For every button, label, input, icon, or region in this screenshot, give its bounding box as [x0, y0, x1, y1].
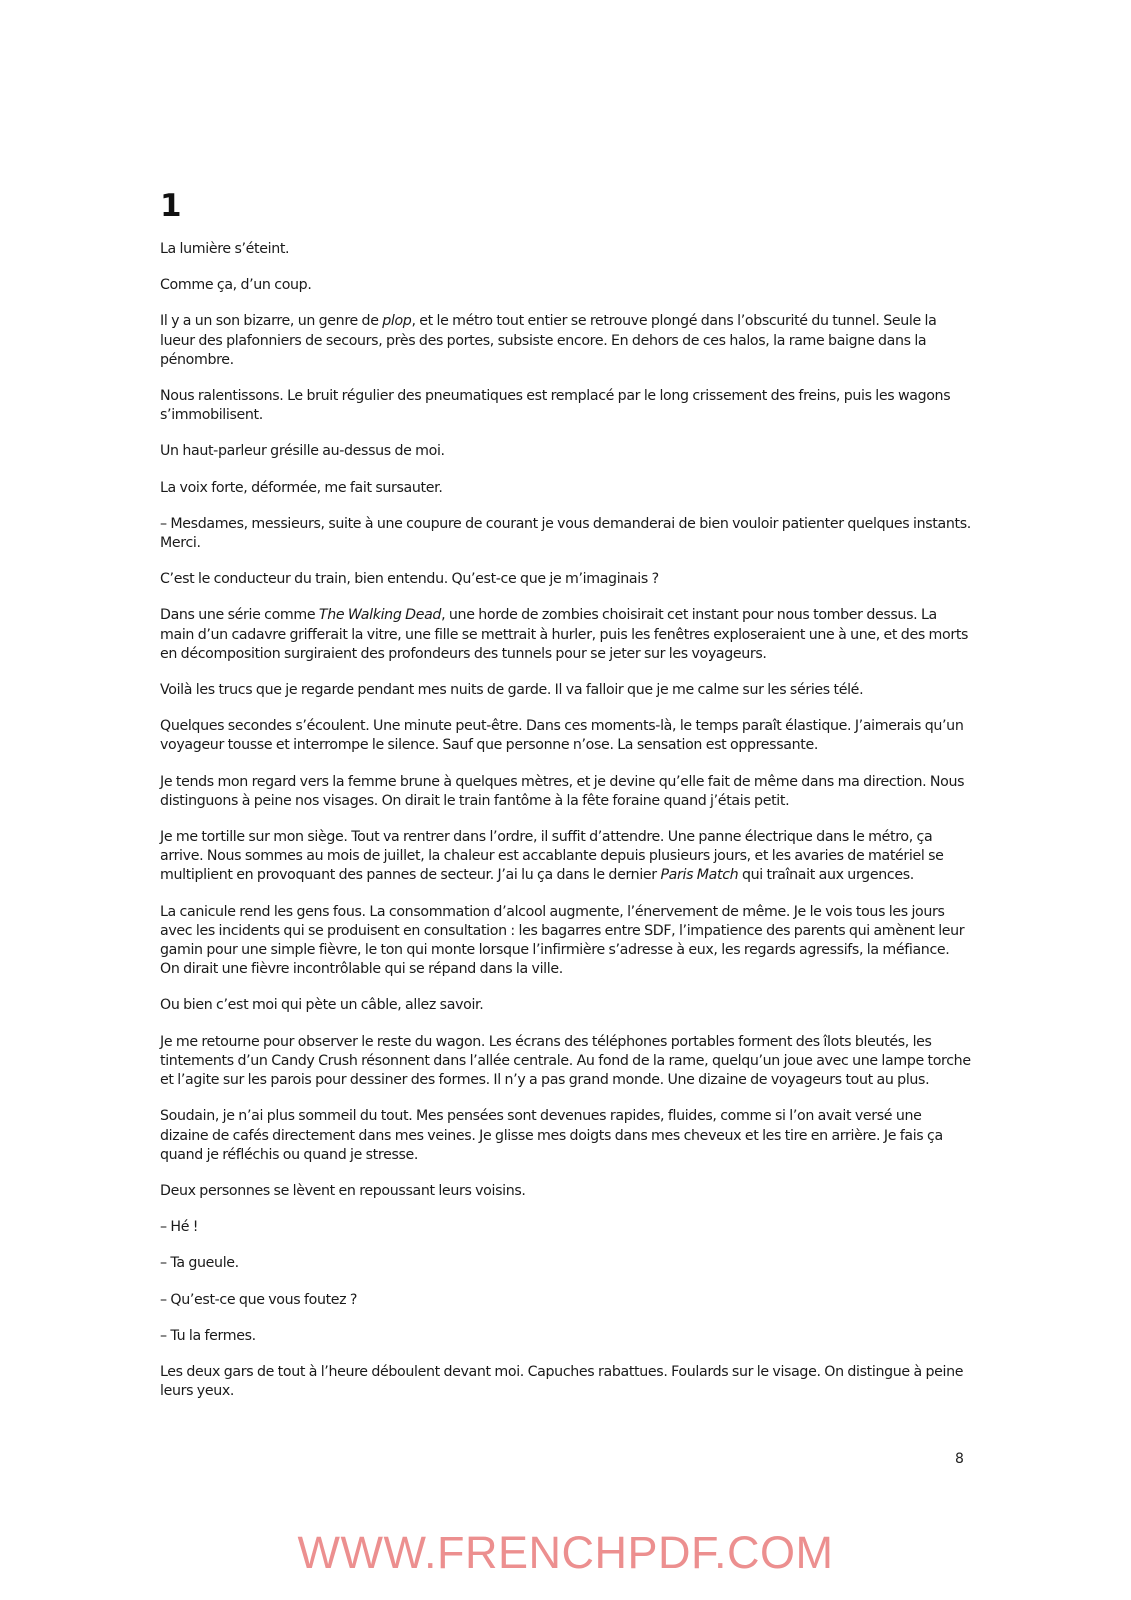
body-paragraph: [160, 606, 972, 664]
text-segment: La voix forte, déformée, me fait sursauter.: [160, 479, 443, 496]
text-segment: Un haut-parleur grésille au-dessus de moi.: [160, 443, 445, 460]
text-segment: Voilà les trucs que je regarde pendant mes nuits de garde. Il va falloir que je me calme sur les séries télé.: [160, 682, 864, 699]
body-paragraph: [160, 1107, 972, 1165]
page-number: 8: [955, 1451, 964, 1467]
body-paragraph: [160, 1254, 972, 1273]
body-paragraph: [160, 1218, 972, 1237]
text-segment: – Hé !: [160, 1219, 199, 1236]
chapter-body: [160, 240, 972, 1418]
body-paragraph: [160, 570, 972, 589]
body-paragraph: [160, 996, 972, 1015]
text-segment: Les deux gars de tout à l’heure déboulent devant moi. Capuches rabattues. Foulards sur le visage. On distingue à peine leurs yeux.: [160, 1363, 964, 1400]
body-paragraph: [160, 1363, 972, 1401]
text-segment: Quelques secondes s’écoulent. Une minute peut-être. Dans ces moments-là, le temps paraît élastique. J’aimerais qu’un voyageur tousse et interrompe le silence. Sauf que personne n’ose. La sensation est oppressante.: [160, 718, 964, 754]
body-paragraph: [160, 681, 972, 700]
body-paragraph: [160, 442, 972, 461]
body-paragraph: [160, 312, 972, 370]
body-paragraph: [160, 240, 972, 259]
text-segment: – Mesdames, messieurs, suite à une coupure de courant je vous demanderai de bien vouloir patienter quelques instants. Merci.: [160, 515, 971, 552]
text-segment: Je me tortille sur mon siège. Tout va rentrer dans l’ordre, il suffit d’attendre. Une panne électrique dans le métro, ça arrive. Nous sommes au mois de juillet, la chaleur est accablante depuis plusieurs jours, et les avaries de matériel se multiplient en provoquant des pannes de secteur. J’ai lu ça dans le dernier: [160, 829, 944, 884]
text-segment: Ou bien c’est moi qui pète un câble, allez savoir.: [160, 997, 484, 1014]
watermark-link[interactable]: WWW.FRENCHPDF.COM: [297, 1527, 834, 1578]
text-segment: Nous ralentissons. Le bruit régulier des pneumatiques est remplacé par le long crissement des freins, puis les wagons s’immobilisent.: [160, 388, 951, 424]
body-paragraph: [160, 1033, 972, 1091]
body-paragraph: [160, 515, 972, 553]
text-segment: , et le métro tout entier se retrouve plongé dans l’obscurité du tunnel. Seule la lueur des plafonniers de secours, près des portes, subsiste encore. En dehors de ces halos, la rame baigne dans la pénombre.: [160, 313, 937, 368]
body-paragraph: [160, 828, 972, 886]
text-segment: – Ta gueule.: [160, 1255, 239, 1272]
body-paragraph: [160, 1327, 972, 1346]
italic-title: plop: [382, 313, 412, 330]
text-segment: Soudain, je n’ai plus sommeil du tout. Mes pensées sont devenues rapides, fluides, comme si l’on avait versé une dizaine de cafés directement dans mes veines. Je glisse mes doigts dans mes cheveux et les tire en arrière. Je fais ça quand je réfléchis ou quand je stresse.: [160, 1108, 943, 1163]
italic-title: Paris Match: [660, 867, 739, 884]
body-paragraph: [160, 1291, 972, 1310]
text-segment: Je me retourne pour observer le reste du wagon. Les écrans des téléphones portables forment des îlots bleutés, les tintements d’un Candy Crush résonnent dans l’allée centrale. Au fond de la rame, quelqu’un joue avec une lampe torche et l’agite sur les parois pour dessiner des formes. Il n’y a pas grand monde. Une dizaine de voyageurs tout au plus.: [160, 1033, 971, 1089]
body-paragraph: [160, 276, 972, 295]
text-segment: Deux personnes se lèvent en repoussant leurs voisins.: [160, 1182, 526, 1199]
text-segment: Je tends mon regard vers la femme brune à quelques mètres, et je devine qu’elle fait de même dans ma direction. Nous distinguons à peine nos visages. On dirait le train fantôme à la fête foraine quand j’étais petit.: [160, 773, 965, 809]
body-paragraph: [160, 479, 972, 498]
text-segment: – Qu’est-ce que vous foutez ?: [160, 1291, 358, 1308]
chapter-number: 1: [160, 188, 182, 224]
italic-title: The Walking Dead: [318, 607, 442, 624]
body-paragraph: [160, 773, 972, 811]
text-segment: – Tu la fermes.: [160, 1327, 256, 1344]
body-paragraph: [160, 717, 972, 755]
text-segment: Comme ça, d’un coup.: [160, 277, 312, 294]
body-paragraph: [160, 903, 972, 980]
text-segment: qui traînait aux urgences.: [738, 867, 914, 884]
text-segment: C’est le conducteur du train, bien entendu. Qu’est-ce que je m’imaginais ?: [160, 571, 659, 588]
text-segment: Dans une série comme: [160, 607, 319, 624]
text-segment: , une horde de zombies choisirait cet instant pour nous tomber dessus. La main d’un cadavre grifferait la vitre, une fille se mettrait à hurler, puis les fenêtres exploseraient une à une, et des morts en décomposition surgiraient des profondeurs des tunnels pour se jeter sur les voyageurs.: [160, 607, 969, 662]
text-segment: Il y a un son bizarre, un genre de: [160, 313, 383, 330]
text-segment: La lumière s’éteint.: [160, 241, 290, 257]
text-segment: La canicule rend les gens fous. La consommation d’alcool augmente, l’énervement de même. Je le vois tous les jours avec les incidents qui se produisent en consultation : les bagarres entre SDF, l’impatience des parents qui amènent leur gamin pour une simple fièvre, le ton qui monte lorsque l’infirmière s’adresse à eux, les regards agressifs, la méfiance. On dirait une fièvre incontrôlable qui se répand dans la ville.: [160, 903, 965, 978]
body-paragraph: [160, 1182, 972, 1201]
body-paragraph: [160, 387, 972, 425]
